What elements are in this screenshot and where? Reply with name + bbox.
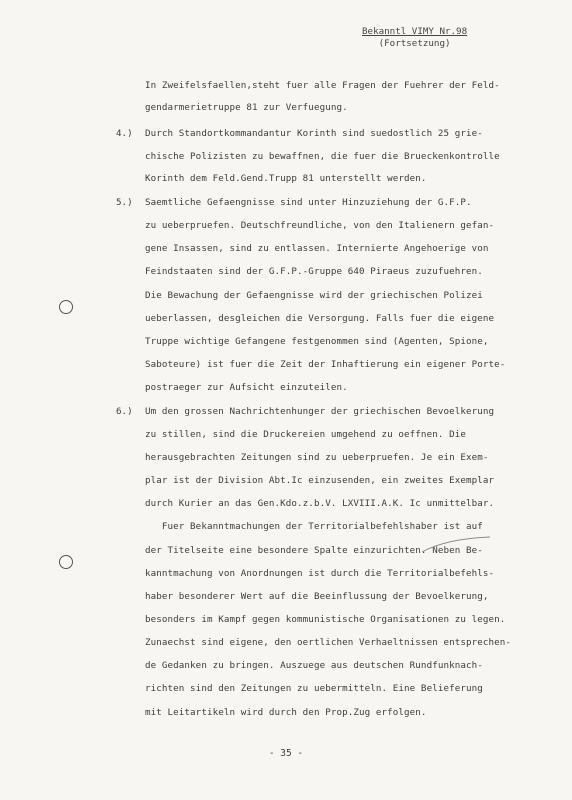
body-line: zu stillen, sind die Druckereien umgehend zu oeffnen. Die — [145, 429, 466, 440]
punch-hole-bottom — [59, 555, 73, 569]
body-line: gene Insassen, sind zu entlassen. Internierte Angehoerige von — [145, 243, 489, 254]
body-line: kanntmachung von Anordnungen ist durch die Territorialbefehls- — [145, 568, 495, 579]
body-line: In Zweifelsfaellen,steht fuer alle Fragen der Fuehrer der Feld- — [145, 80, 500, 91]
body-line: Truppe wichtige Gefangene festgenommen sind (Agenten, Spione, — [145, 336, 489, 347]
body-line: de Gedanken zu bringen. Auszuege aus deutschen Rundfunknach- — [145, 660, 483, 671]
header-reference: Bekanntl VIMY Nr.98 — [362, 26, 468, 37]
body-line: postraeger zur Aufsicht einzuteilen. — [145, 382, 348, 393]
body-line: herausgebrachten Zeitungen sind zu ueberpruefen. Je ein Exem- — [145, 452, 489, 463]
pencil-annotation-mark — [420, 536, 492, 556]
body-line: richten sind den Zeitungen zu uebermitteln. Eine Belieferung — [145, 683, 483, 694]
body-line: gendarmerietruppe 81 zur Verfuegung. — [145, 102, 348, 113]
body-line: chische Polizisten zu bewaffnen, die fuer die Brueckenkontrolle — [145, 151, 500, 162]
section-number: 6.) — [116, 406, 133, 417]
body-line: der Titelseite eine besondere Spalte einzurichten. Neben Be- — [145, 545, 483, 556]
body-line: Durch Standortkommandantur Korinth sind suedostlich 25 grie- — [145, 128, 483, 139]
body-line: Feindstaaten sind der G.F.P.-Gruppe 640 Piraeus zuzufuehren. — [145, 266, 483, 277]
section-number: 4.) — [116, 128, 133, 139]
header-continuation: (Fortsetzung) — [378, 38, 451, 49]
body-line: haber besonderer Wert auf die Beeinflussung der Bevoelkerung, — [145, 591, 489, 602]
body-line: ueberlassen, desgleichen die Versorgung. Falls fuer die eigene — [145, 313, 495, 324]
section-number: 5.) — [116, 197, 133, 208]
body-line: zu ueberpruefen. Deutschfreundliche, von den Italienern gefan- — [145, 220, 495, 231]
body-line: Um den grossen Nachrichtenhunger der griechischen Bevoelkerung — [145, 406, 495, 417]
document-header — [362, 26, 467, 50]
body-line: mit Leitartikeln wird durch den Prop.Zug erfolgen. — [145, 707, 427, 718]
punch-hole-top — [59, 300, 73, 314]
body-line: Saboteure) ist fuer die Zeit der Inhaftierung ein eigener Porte- — [145, 359, 506, 370]
page-number: - 35 - — [268, 748, 304, 759]
body-line: Korinth dem Feld.Gend.Trupp 81 unterstellt werden. — [145, 173, 427, 184]
body-line: plar ist der Division Abt.Ic einzusenden, ein zweites Exemplar — [145, 475, 495, 486]
body-line: besonders im Kampf gegen kommunistische Organisationen zu legen. — [145, 614, 506, 625]
body-line: durch Kurier an das Gen.Kdo.z.b.V. LXVIII.A.K. Ic unmittelbar. — [145, 498, 495, 509]
body-line: Saemtliche Gefaengnisse sind unter Hinzuziehung der G.F.P. — [145, 197, 472, 208]
body-line: Zunaechst sind eigene, den oertlichen Verhaeltnissen entsprechen- — [145, 637, 512, 648]
body-line: Die Bewachung der Gefaengnisse wird der griechischen Polizei — [145, 290, 483, 301]
body-line: Fuer Bekanntmachungen der Territorialbefehlshaber ist auf — [145, 521, 483, 532]
